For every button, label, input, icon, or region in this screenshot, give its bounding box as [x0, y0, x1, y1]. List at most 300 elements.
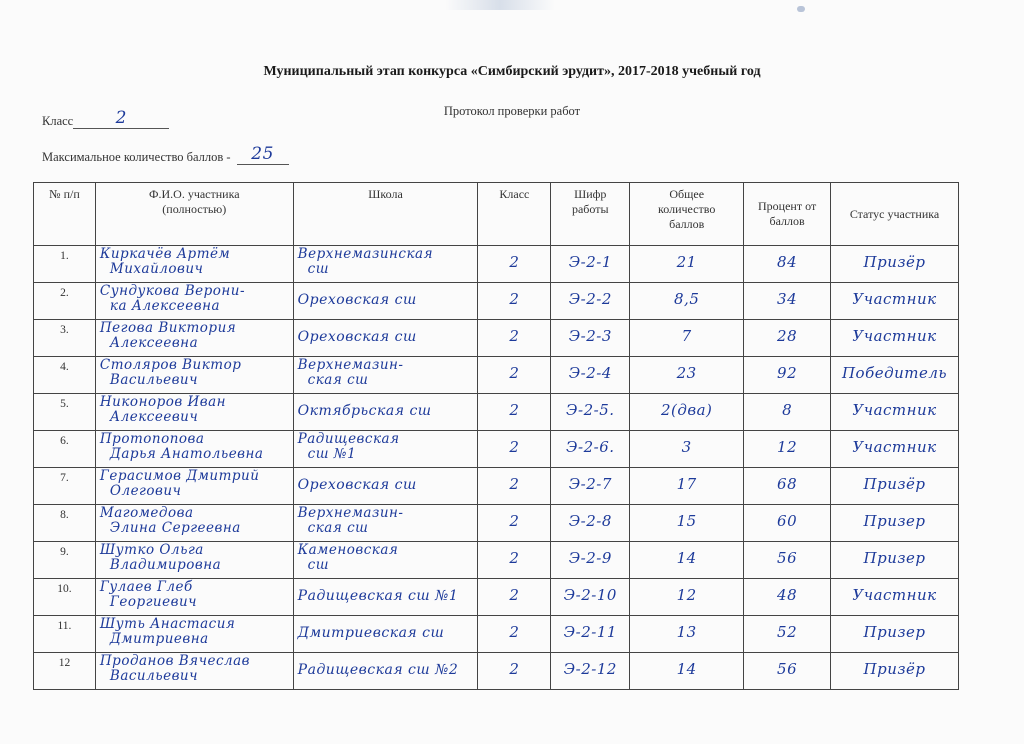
- cell-percent: [744, 283, 831, 320]
- cell-total: [630, 394, 744, 431]
- participant-status-value: Участник: [852, 401, 937, 419]
- school-name-line1: Верхнемазинская: [297, 246, 434, 262]
- cell-name: [95, 246, 293, 283]
- class-field: [42, 108, 169, 129]
- cell-total: [630, 616, 744, 653]
- percent-score: [744, 357, 830, 389]
- percent-score: [744, 616, 830, 648]
- cell-code: [551, 505, 630, 542]
- table-row: [34, 653, 959, 690]
- participant-name: [96, 542, 293, 574]
- participant-status-value: Призёр: [863, 660, 926, 678]
- cell-total: [630, 468, 744, 505]
- cell-total: [630, 505, 744, 542]
- percent-score-value: 56: [777, 549, 798, 567]
- school-name-line1: Радищевская сш №1: [297, 588, 459, 604]
- participant-status-value: Призёр: [863, 475, 926, 493]
- cell-num: 10.: [34, 579, 96, 616]
- cell-school: [293, 246, 478, 283]
- cell-status: [831, 542, 959, 579]
- cell-grade: [478, 653, 551, 690]
- cell-school: [293, 468, 478, 505]
- participant-name-line2: Васильевич: [109, 668, 199, 684]
- participant-name-line2: Михайлович: [109, 261, 204, 277]
- header-grade: Класс: [478, 183, 551, 246]
- cell-status: [831, 431, 959, 468]
- total-score-value: 7: [681, 327, 692, 345]
- total-score-value: 2(два): [660, 401, 713, 419]
- table-row: [34, 431, 959, 468]
- school-name-line1: Ореховская сш: [297, 329, 417, 345]
- total-score: [630, 653, 743, 685]
- results-table: [33, 182, 959, 690]
- table-header-row: [34, 183, 959, 246]
- participant-name-line1: Пегова Виктория: [99, 320, 237, 336]
- participant-name: [96, 579, 293, 611]
- cell-status: [831, 394, 959, 431]
- participant-name: [96, 616, 293, 648]
- grade: [478, 653, 550, 685]
- cell-num: 9.: [34, 542, 96, 579]
- percent-score-value: 12: [777, 438, 798, 456]
- cell-school: [293, 653, 478, 690]
- cell-school: [293, 616, 478, 653]
- cell-school: [293, 394, 478, 431]
- grade: [478, 357, 550, 389]
- cell-percent: [744, 394, 831, 431]
- work-code-value: Э-2-4: [568, 364, 612, 382]
- participant-status-value: Призер: [863, 623, 926, 641]
- cell-total: [630, 357, 744, 394]
- percent-score: [744, 320, 830, 352]
- school-name: [294, 616, 478, 648]
- work-code: [551, 431, 629, 463]
- cell-percent: [744, 542, 831, 579]
- grade-value: 2: [509, 401, 520, 419]
- participant-name-line2: Олегович: [109, 483, 182, 499]
- percent-score-value: 84: [777, 253, 798, 271]
- grade: [478, 505, 550, 537]
- participant-name-line1: Киркачёв Артём: [99, 246, 231, 262]
- cell-grade: [478, 468, 551, 505]
- total-score: [630, 616, 743, 648]
- total-score-value: 14: [676, 660, 697, 678]
- total-score-value: 15: [676, 512, 697, 530]
- cell-grade: [478, 357, 551, 394]
- school-name-line1: Октябрьская сш: [297, 403, 432, 419]
- total-score: [630, 394, 743, 426]
- cell-num: 3.: [34, 320, 96, 357]
- work-code-value: Э-2-1: [568, 253, 612, 271]
- cell-name: [95, 468, 293, 505]
- total-score: [630, 320, 743, 352]
- cell-percent: [744, 579, 831, 616]
- cell-num: 11.: [34, 616, 96, 653]
- participant-status: [831, 246, 958, 278]
- cell-name: [95, 283, 293, 320]
- cell-total: [630, 579, 744, 616]
- participant-status-value: Участник: [852, 586, 937, 604]
- work-code-value: Э-2-6.: [566, 438, 615, 456]
- participant-status-value: Призер: [863, 512, 926, 530]
- school-name-line2: ская сш: [307, 372, 369, 388]
- school-name: [294, 468, 478, 500]
- cell-status: [831, 246, 959, 283]
- percent-score-value: 8: [782, 401, 793, 419]
- total-score-value: 23: [676, 364, 697, 382]
- school-name-line2: сш: [307, 261, 330, 277]
- percent-score: [744, 653, 830, 685]
- percent-score: [744, 283, 830, 315]
- header-code: Шифр работы: [551, 183, 630, 246]
- grade-value: 2: [509, 660, 520, 678]
- cell-num: 5.: [34, 394, 96, 431]
- school-name-line1: Ореховская сш: [297, 477, 417, 493]
- cell-code: [551, 653, 630, 690]
- school-name-line1: Верхнемазин-: [297, 357, 404, 373]
- participant-name-line1: Сундукова Верони-: [99, 283, 246, 299]
- cell-total: [630, 653, 744, 690]
- participant-name-line2: Дмитриевна: [109, 631, 209, 647]
- school-name-line1: Верхнемазин-: [297, 505, 404, 521]
- cell-status: [831, 468, 959, 505]
- school-name: [294, 320, 478, 352]
- cell-status: [831, 616, 959, 653]
- scan-smudge: [445, 0, 555, 10]
- participant-name-line1: Шутко Ольга: [99, 542, 204, 558]
- percent-score-value: 52: [777, 623, 798, 641]
- school-name-line2: сш №1: [307, 446, 357, 462]
- participant-name: [96, 468, 293, 500]
- participant-status: [831, 616, 958, 648]
- participant-status-value: Победитель: [841, 364, 948, 382]
- participant-name-line1: Герасимов Дмитрий: [99, 468, 260, 484]
- grade: [478, 616, 550, 648]
- cell-percent: [744, 246, 831, 283]
- table-row: [34, 468, 959, 505]
- grade-value: 2: [509, 549, 520, 567]
- document-title: Муниципальный этап конкурса «Симбирский эрудит», 2017-2018 учебный год: [263, 64, 761, 79]
- work-code: [551, 468, 629, 500]
- cell-name: [95, 616, 293, 653]
- participant-name-line1: Магомедова: [99, 505, 194, 521]
- header-total: Общее количество баллов: [630, 183, 744, 246]
- school-name-line2: сш: [307, 557, 330, 573]
- participant-name: [96, 394, 293, 426]
- school-name: [294, 579, 478, 611]
- cell-num: 1.: [34, 246, 96, 283]
- total-score: [630, 283, 743, 315]
- class-value: 2: [115, 108, 127, 128]
- table-row: [34, 579, 959, 616]
- class-label: Класс: [42, 114, 74, 128]
- work-code-value: Э-2-7: [568, 475, 612, 493]
- participant-status-value: Призер: [863, 549, 926, 567]
- total-score-value: 21: [676, 253, 697, 271]
- cell-code: [551, 246, 630, 283]
- participant-status: [831, 283, 958, 315]
- cell-grade: [478, 394, 551, 431]
- school-name-line1: Радищевская: [297, 431, 400, 447]
- table-row: [34, 616, 959, 653]
- grade-value: 2: [509, 623, 520, 641]
- cell-percent: [744, 505, 831, 542]
- work-code: [551, 283, 629, 315]
- participant-name-line1: Никоноров Иван: [99, 394, 227, 410]
- school-name: [294, 246, 478, 278]
- table-row: [34, 320, 959, 357]
- cell-total: [630, 246, 744, 283]
- participant-status: [831, 431, 958, 463]
- grade-value: 2: [509, 327, 520, 345]
- cell-percent: [744, 357, 831, 394]
- cell-grade: [478, 246, 551, 283]
- header-name: Ф.И.О. участника (полностью): [95, 183, 293, 246]
- percent-score-value: 28: [777, 327, 798, 345]
- work-code-value: Э-2-5.: [566, 401, 615, 419]
- grade-value: 2: [509, 438, 520, 456]
- cell-percent: [744, 468, 831, 505]
- cell-percent: [744, 320, 831, 357]
- percent-score: [744, 431, 830, 463]
- work-code: [551, 357, 629, 389]
- cell-grade: [478, 431, 551, 468]
- work-code: [551, 616, 629, 648]
- school-name: [294, 283, 478, 315]
- cell-code: [551, 394, 630, 431]
- cell-grade: [478, 283, 551, 320]
- grade: [478, 579, 550, 611]
- cell-code: [551, 431, 630, 468]
- participant-status-value: Участник: [852, 327, 937, 345]
- percent-score: [744, 505, 830, 537]
- grade-value: 2: [509, 364, 520, 382]
- grade-value: 2: [509, 253, 520, 271]
- participant-name: [96, 320, 293, 352]
- work-code: [551, 505, 629, 537]
- grade-value: 2: [509, 512, 520, 530]
- percent-score: [744, 394, 830, 426]
- cell-grade: [478, 505, 551, 542]
- participant-name-line1: Проданов Вячеслав: [99, 653, 251, 669]
- percent-score: [744, 542, 830, 574]
- header-school: Школа: [293, 183, 478, 246]
- percent-score: [744, 246, 830, 278]
- cell-percent: [744, 616, 831, 653]
- table-row: [34, 542, 959, 579]
- school-name: [294, 394, 478, 426]
- percent-score-value: 68: [777, 475, 798, 493]
- cell-num: 12: [34, 653, 96, 690]
- school-name-line1: Каменовская: [297, 542, 399, 558]
- cell-status: [831, 357, 959, 394]
- participant-name-line2: Элина Сергеевна: [109, 520, 241, 536]
- cell-code: [551, 357, 630, 394]
- cell-name: [95, 394, 293, 431]
- cell-code: [551, 320, 630, 357]
- table-row: [34, 357, 959, 394]
- cell-status: [831, 579, 959, 616]
- participant-name-line2: Васильевич: [109, 372, 199, 388]
- percent-score-value: 60: [777, 512, 798, 530]
- participant-name-line2: Владимировна: [109, 557, 222, 573]
- school-name: [294, 653, 478, 685]
- cell-num: 7.: [34, 468, 96, 505]
- max-score-label: Максимальное количество баллов -: [42, 150, 231, 164]
- school-name: [294, 505, 478, 537]
- participant-status: [831, 394, 958, 426]
- work-code-value: Э-2-11: [563, 623, 617, 641]
- cell-total: [630, 283, 744, 320]
- cell-grade: [478, 616, 551, 653]
- cell-name: [95, 653, 293, 690]
- participant-name-line2: Алексеевна: [109, 335, 199, 351]
- grade: [478, 246, 550, 278]
- cell-school: [293, 320, 478, 357]
- table-row: [34, 505, 959, 542]
- cell-status: [831, 653, 959, 690]
- cell-grade: [478, 320, 551, 357]
- participant-name-line2: Георгиевич: [109, 594, 198, 610]
- school-name-line1: Радищевская сш №2: [297, 662, 459, 678]
- header-status: Статус участника: [831, 183, 959, 246]
- participant-status-value: Призёр: [863, 253, 926, 271]
- work-code: [551, 542, 629, 574]
- total-score-value: 12: [676, 586, 697, 604]
- total-score: [630, 579, 743, 611]
- cell-name: [95, 357, 293, 394]
- percent-score-value: 34: [777, 290, 798, 308]
- participant-name-line1: Протопопова: [99, 431, 205, 447]
- work-code: [551, 320, 629, 352]
- class-value-line: [73, 108, 169, 129]
- cell-total: [630, 431, 744, 468]
- max-score-field: [42, 144, 289, 165]
- cell-percent: [744, 653, 831, 690]
- cell-num: 2.: [34, 283, 96, 320]
- cell-code: [551, 283, 630, 320]
- cell-num: 6.: [34, 431, 96, 468]
- work-code-value: Э-2-10: [563, 586, 617, 604]
- school-name: [294, 542, 478, 574]
- participant-status: [831, 653, 958, 685]
- participant-name-line1: Гулаев Глеб: [99, 579, 193, 595]
- grade-value: 2: [509, 290, 520, 308]
- cell-grade: [478, 542, 551, 579]
- work-code-value: Э-2-9: [568, 549, 612, 567]
- cell-num: 4.: [34, 357, 96, 394]
- participant-name: [96, 653, 293, 685]
- cell-status: [831, 505, 959, 542]
- table-row: [34, 394, 959, 431]
- participant-status: [831, 542, 958, 574]
- cell-school: [293, 505, 478, 542]
- cell-school: [293, 283, 478, 320]
- cell-name: [95, 542, 293, 579]
- cell-name: [95, 431, 293, 468]
- cell-school: [293, 431, 478, 468]
- participant-name-line2: ка Алексеевна: [109, 298, 221, 314]
- participant-name: [96, 246, 293, 278]
- grade: [478, 283, 550, 315]
- percent-score: [744, 579, 830, 611]
- total-score: [630, 468, 743, 500]
- document-subtitle: Протокол проверки работ: [443, 104, 581, 118]
- grade: [478, 431, 550, 463]
- participant-name-line1: Шуть Анастасия: [99, 616, 236, 632]
- participant-status: [831, 579, 958, 611]
- cell-num: 8.: [34, 505, 96, 542]
- cell-name: [95, 579, 293, 616]
- work-code: [551, 394, 629, 426]
- cell-status: [831, 283, 959, 320]
- total-score: [630, 542, 743, 574]
- cell-percent: [744, 431, 831, 468]
- percent-score: [744, 468, 830, 500]
- total-score: [630, 505, 743, 537]
- grade: [478, 542, 550, 574]
- work-code-value: Э-2-8: [568, 512, 612, 530]
- cell-total: [630, 320, 744, 357]
- cell-code: [551, 468, 630, 505]
- grade-value: 2: [509, 586, 520, 604]
- percent-score-value: 92: [777, 364, 798, 382]
- work-code-value: Э-2-2: [568, 290, 612, 308]
- cell-code: [551, 616, 630, 653]
- percent-score-value: 48: [777, 586, 798, 604]
- total-score-value: 13: [676, 623, 697, 641]
- scan-speck: [797, 6, 805, 12]
- cell-name: [95, 320, 293, 357]
- cell-code: [551, 542, 630, 579]
- school-name-line2: ская сш: [307, 520, 369, 536]
- grade: [478, 468, 550, 500]
- participant-name: [96, 357, 293, 389]
- total-score-value: 14: [676, 549, 697, 567]
- total-score: [630, 246, 743, 278]
- work-code: [551, 579, 629, 611]
- school-name-line1: Дмитриевская сш: [297, 625, 445, 641]
- header-num: № п/п: [34, 183, 96, 246]
- max-score-value: 25: [251, 144, 274, 164]
- total-score: [630, 357, 743, 389]
- cell-total: [630, 542, 744, 579]
- grade-value: 2: [509, 475, 520, 493]
- grade: [478, 320, 550, 352]
- school-name-line1: Ореховская сш: [297, 292, 417, 308]
- work-code: [551, 653, 629, 685]
- participant-name-line2: Дарья Анатольевна: [109, 446, 264, 462]
- cell-status: [831, 320, 959, 357]
- percent-score-value: 56: [777, 660, 798, 678]
- participant-status: [831, 505, 958, 537]
- participant-status: [831, 320, 958, 352]
- total-score-value: 17: [676, 475, 697, 493]
- participant-status: [831, 357, 958, 389]
- school-name: [294, 357, 478, 389]
- participant-status-value: Участник: [852, 438, 937, 456]
- cell-school: [293, 579, 478, 616]
- total-score-value: 3: [681, 438, 692, 456]
- table-row: [34, 283, 959, 320]
- header-percent: Процент от баллов: [744, 183, 831, 246]
- table-row: [34, 246, 959, 283]
- max-score-line: [237, 144, 289, 165]
- cell-school: [293, 357, 478, 394]
- participant-status: [831, 468, 958, 500]
- school-name: [294, 431, 478, 463]
- cell-code: [551, 579, 630, 616]
